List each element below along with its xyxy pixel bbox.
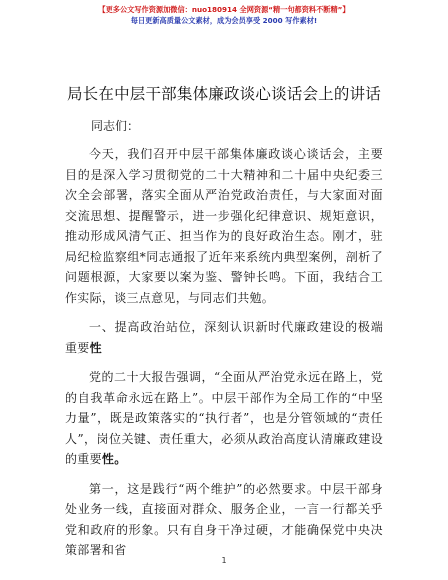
document-title: 局长在中层干部集体廉政谈心谈话会上的讲话 bbox=[66, 85, 381, 103]
paragraph-intro bbox=[65, 144, 383, 308]
paragraph-first-point bbox=[65, 479, 383, 561]
paragraph-text: 党的二十大报告强调，“全面从严治党永远在路上，党的自我革命永远在路上”。中层干部作为全局工作的“中坚力量”，既是政策落实的“执行者”，也是分管领域的“责任人”，岗位关键、责任重大，必须从政治高度认清廉政建设的重要 bbox=[65, 370, 383, 466]
greeting: 同志们： bbox=[91, 119, 140, 133]
paragraph-report bbox=[65, 367, 383, 470]
promo-banner-line-1: 【更多公文写作资源加微信：nuo180914 全网资源“精一句都资料不断精”】 bbox=[98, 5, 350, 14]
paragraph-text: 一、提高政治站位，深刻认识新时代廉政建设的极端重要 bbox=[65, 320, 383, 355]
promo-banner bbox=[0, 4, 448, 26]
page-number: 1 bbox=[221, 556, 227, 565]
paragraph-text: 今天，我们召开中层干部集体廉政谈心谈话会，主要目的是深入学习贯彻党的二十大精神和二十届中央纪委三次全会部署，落实全面从严治党政治责任，与大家面对面交流思想、提醒警示，进一步强化纪律意识、规矩意识，推动形成风清气正、担当作为的良好政治生态。刚才，驻局纪检监察组*同志通报了近年来系统内典型案例，剖析了问题根源，大家要以案为鉴、警钟长鸣。下面，我结合工作实际，谈三点意见，与同志们共勉。 bbox=[65, 147, 383, 305]
document-body bbox=[65, 82, 383, 570]
promo-banner-line-2: 每日更新高质量公文素材，成为会员享受 2000 写作素材! bbox=[130, 16, 318, 25]
section-heading-1 bbox=[65, 317, 383, 358]
paragraph-strong: 性 bbox=[89, 340, 102, 355]
paragraph-text: 第一，这是践行“两个维护”的必然要求。中层干部身处业务一线，直接面对群众、服务企业，一言一行都关乎党和政府的形象。只有自身干净过硬，才能确保党中央决策部署和省 bbox=[65, 481, 383, 557]
paragraph-strong: 性。 bbox=[101, 452, 127, 466]
